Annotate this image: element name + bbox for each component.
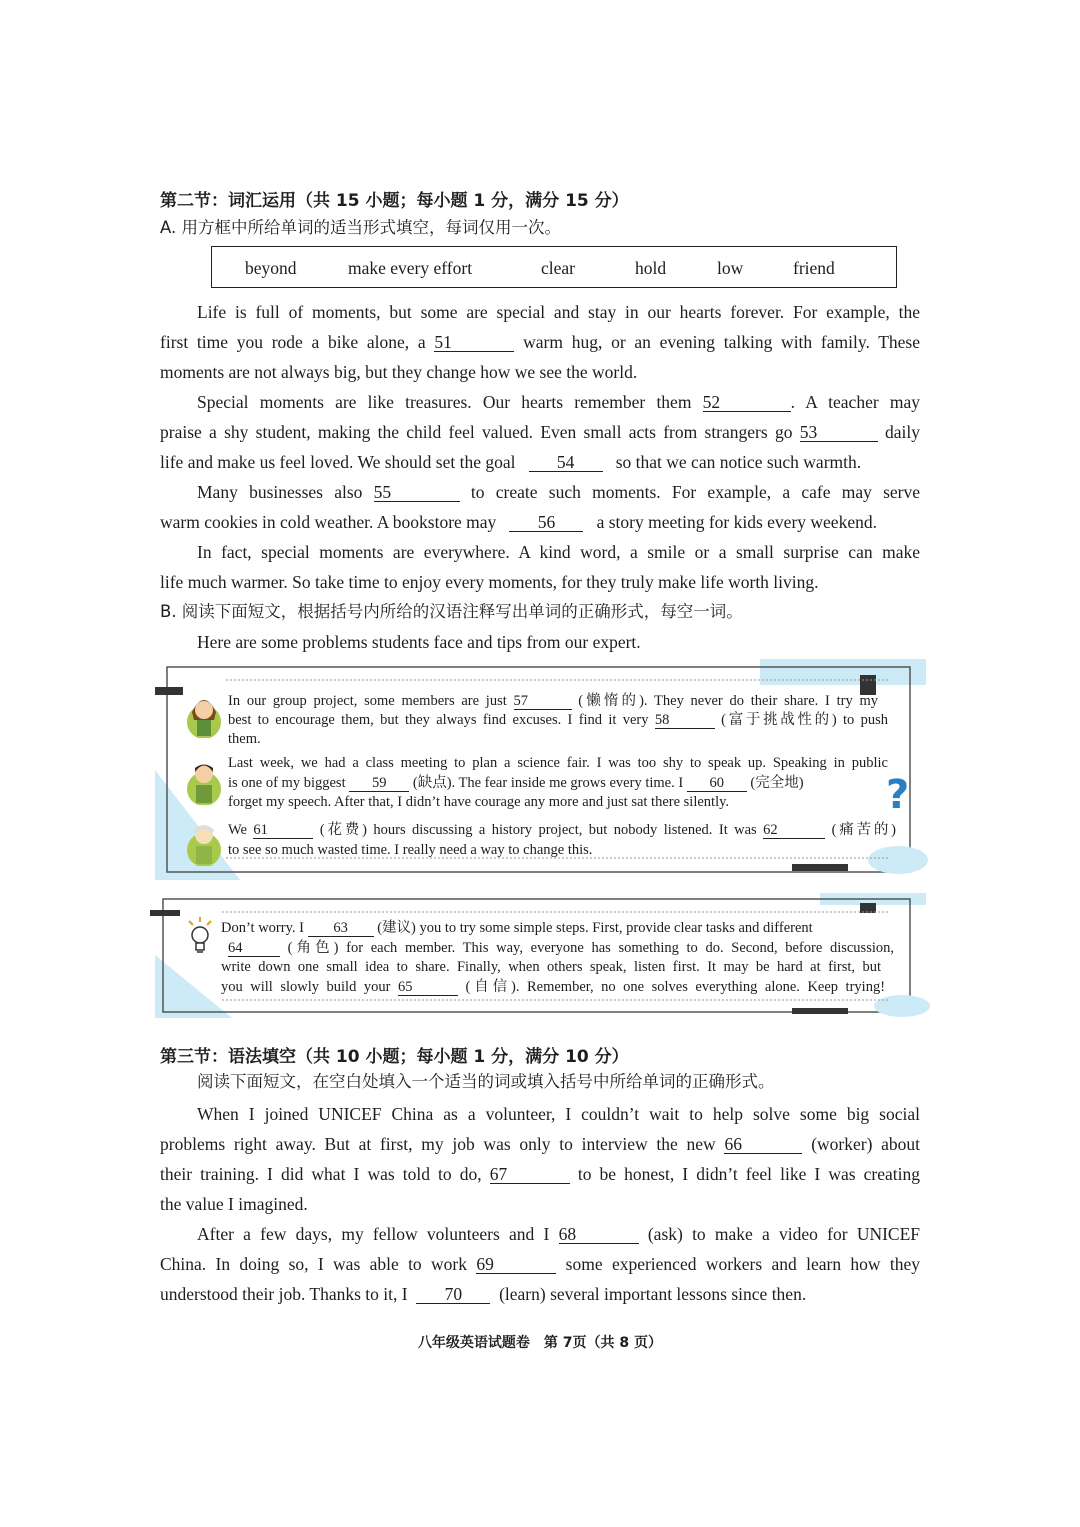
blank-51[interactable]: 51 [434, 334, 514, 352]
text: first time you rode a bike alone, a [160, 332, 426, 352]
text: best to encourage them, but they always find excuses. I find it very [228, 712, 649, 728]
passage-line [160, 1284, 920, 1304]
text: (自信). Remember, no one solves everything alone. Keep trying! [465, 979, 886, 995]
student2-line: forget my speech. After that, I didn’t have courage any more and just sat there silently. [228, 794, 730, 810]
blank-52[interactable]: 52 [703, 394, 791, 412]
passage-line: moments are not always big, but they change how we see the world. [160, 362, 638, 382]
section3-instruction: 阅读下面短文，在空白处填入一个适当的词或填入括号中所给单词的正确形式。 [197, 1072, 775, 1091]
text: (富于挑战性的) to push [721, 712, 889, 728]
expert-line [221, 919, 881, 937]
passage-line: When I joined UNICEF China as a volunteer, I couldn’t wait to help solve some big social [197, 1104, 920, 1124]
passage-line [160, 1254, 920, 1274]
blank-69[interactable]: 69 [476, 1256, 556, 1274]
text: daily [885, 422, 921, 442]
blank-58[interactable]: 58 [655, 713, 715, 729]
text: is one of my biggest [228, 775, 346, 791]
text: understood their job. Thanks to it, I [160, 1284, 408, 1304]
text: . A teacher may [790, 392, 921, 412]
text: life and make us feel loved. We should set the goal [160, 452, 516, 472]
blank-59[interactable]: 59 [349, 776, 409, 792]
text: China. In doing so, I was able to work [160, 1254, 467, 1274]
student1-line [228, 711, 888, 729]
text: Many businesses also [197, 482, 363, 502]
blank-53[interactable]: 53 [800, 424, 878, 442]
passage-line: Life is full of moments, but some are special and stay in our hearts forever. For example, the [197, 302, 920, 322]
blank-57[interactable]: 57 [514, 694, 572, 710]
text: to create such moments. For example, a cafe may serve [470, 482, 921, 502]
section2-title: 第二节：词汇运用（共 15 小题；每小题 1 分，满分 15 分） [160, 191, 629, 211]
passage-line [160, 1224, 920, 1244]
student2-line [228, 774, 868, 792]
blank-67[interactable]: 67 [490, 1166, 570, 1184]
text: We [228, 822, 247, 838]
word-box-item: low [717, 258, 744, 278]
passage-line: life much warmer. So take time to enjoy every moments, for they truly make life worth living. [160, 572, 819, 592]
text: (懒惰的). They never do their share. I try my [578, 693, 878, 709]
text: (worker) about [811, 1134, 921, 1154]
lightbulb-icon [184, 917, 216, 957]
text: praise a shy student, making the child feel valued. Even small acts from strangers go [160, 422, 793, 442]
section3-title: 第三节：语法填空（共 10 小题；每小题 1 分，满分 10 分） [160, 1047, 629, 1067]
partB-instruction: B. 阅读下面短文，根据括号内所给的汉语注释写出单词的正确形式，每空一词。 [160, 602, 743, 621]
word-box-item: clear [541, 258, 575, 278]
passage-line: the value I imagined. [160, 1194, 308, 1214]
boy-avatar-icon [186, 757, 222, 805]
blank-60[interactable]: 60 [687, 776, 747, 792]
text: Special moments are like treasures. Our hearts remember them [197, 392, 692, 412]
page-footer: 八年级英语试题卷 第 7页（共 8 页） [417, 1335, 663, 1351]
passage-line [160, 1134, 920, 1154]
passage-line: In fact, special moments are everywhere. A kind word, a smile or a small surprise can make [197, 542, 920, 562]
text: so that we can notice such warmth. [615, 452, 862, 472]
text: (缺点). The fear inside me grows every time. I [412, 775, 684, 791]
blank-65[interactable]: 65 [398, 980, 458, 996]
text: a story meeting for kids every weekend. [596, 512, 877, 532]
partA-instruction: A. 用方框中所给单词的适当形式填空，每词仅用一次。 [160, 218, 561, 237]
text: (建议) you to try some simple steps. First, provide clear tasks and different [377, 920, 813, 936]
text: (花费) hours discussing a history project, but nobody listened. It was [319, 822, 757, 838]
blank-70[interactable]: 70 [416, 1286, 490, 1304]
student3-line [228, 821, 896, 839]
blank-61[interactable]: 61 [253, 823, 313, 839]
blank-56[interactable]: 56 [509, 514, 583, 532]
expert-line [221, 978, 885, 996]
text: some experienced workers and learn how they [565, 1254, 921, 1274]
partB-intro: Here are some problems students face and tips from our expert. [197, 632, 641, 652]
blank-68[interactable]: 68 [559, 1226, 639, 1244]
text: problems right away. But at first, my job was only to interview the new [160, 1134, 716, 1154]
passage-line [160, 1164, 920, 1184]
text: warm hug, or an evening talking with family. These [523, 332, 921, 352]
word-box-item: hold [635, 258, 667, 278]
student1-line: them. [228, 731, 261, 747]
text: (痛苦的) [831, 822, 896, 838]
text: to be honest, I didn’t feel like I was creating [577, 1164, 920, 1184]
text: (完全地) [750, 775, 804, 791]
blank-62[interactable]: 62 [763, 823, 825, 839]
text: warm cookies in cold weather. A bookstore may [160, 512, 497, 532]
expert-line: write down one small idea to share. Finally, when others speak, listen first. It may be hard at first, but [221, 959, 881, 975]
text: In our group project, some members are just [228, 693, 507, 709]
blank-54[interactable]: 54 [529, 454, 603, 472]
old-man-avatar-icon [186, 820, 222, 866]
blank-64[interactable]: 64 [228, 941, 280, 957]
text: their training. I did what I was told to do, [160, 1164, 482, 1184]
svg-text:?: ? [886, 772, 910, 814]
student3-line: to see so much wasted time. I really need a way to change this. [228, 842, 593, 858]
student2-line: Last week, we had a class meeting to plan a science fair. I was too shy to speak up. Speaking in public [228, 755, 888, 771]
expert-line [228, 939, 894, 957]
word-box-item: beyond [245, 258, 297, 278]
girl-avatar-icon [186, 690, 222, 738]
text: (角色) for each member. This way, everyone has something to do. Second, before discussion, [287, 940, 894, 956]
text: you will slowly build your [221, 979, 391, 995]
word-box-item: make every effort [348, 258, 473, 278]
text: (ask) to make a video for UNICEF [647, 1224, 921, 1244]
text: (learn) several important lessons since then. [499, 1284, 807, 1304]
student1-line [228, 692, 878, 710]
question-mark-icon [882, 770, 916, 814]
text: After a few days, my fellow volunteers and I [197, 1224, 550, 1244]
text: Don’t worry. I [221, 920, 304, 936]
blank-66[interactable]: 66 [724, 1136, 802, 1154]
blank-63[interactable]: 63 [308, 921, 374, 937]
blank-55[interactable]: 55 [374, 484, 460, 502]
word-box-item: friend [793, 258, 835, 278]
